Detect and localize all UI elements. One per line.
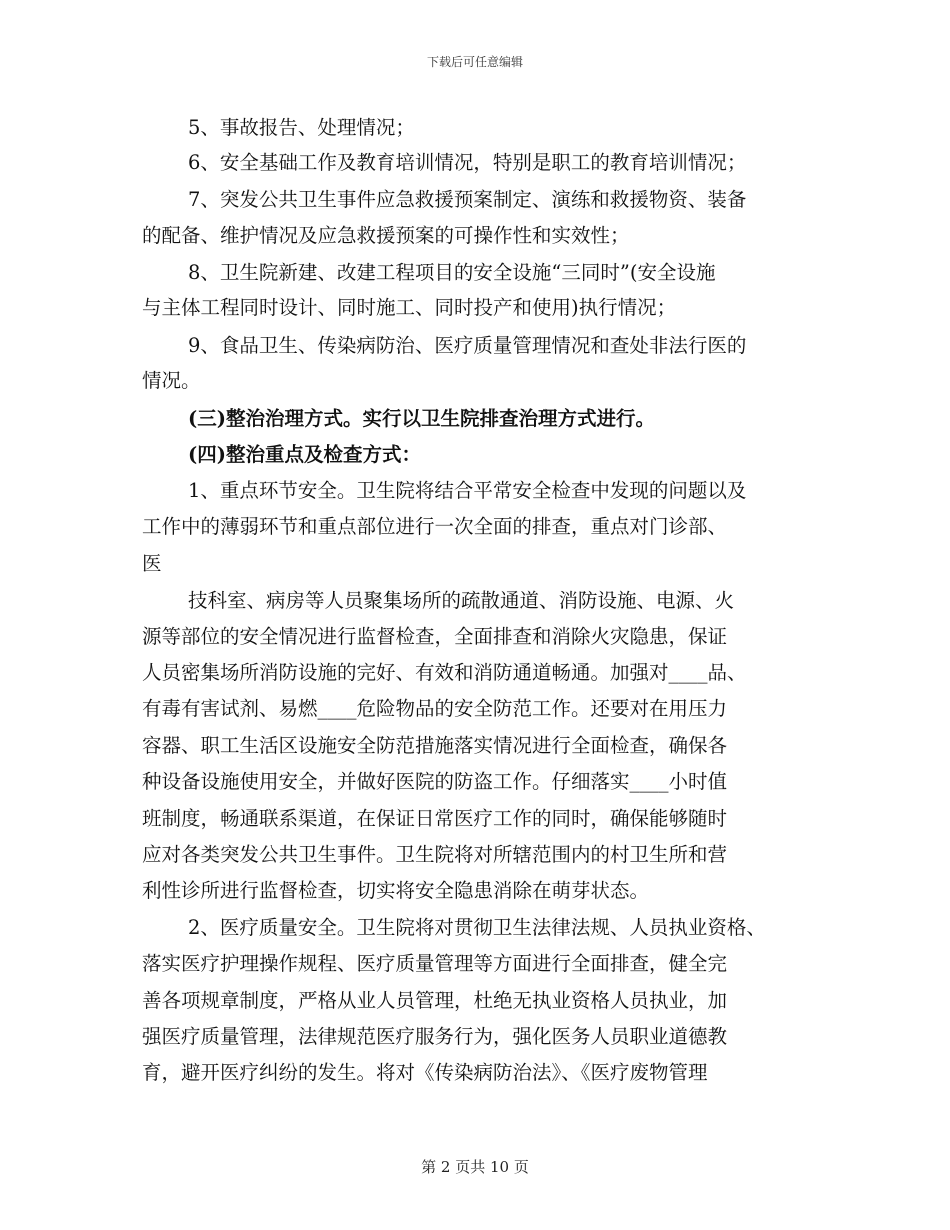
paragraph-line: 利性诊所进行监督检查，切实将安全隐患消除在萌芽状态。 [142,879,650,902]
paragraph-line: 2、医疗质量安全。卫生院将对贯彻卫生法律法规、人员执业资格、 [188,916,766,939]
paragraph-line: 7、突发公共卫生事件应急救援预案制定、演练和救援物资、装备 [188,188,747,211]
paragraph-line: 容器、职工生活区设施安全防范措施落实情况进行全面检查，确保各 [142,734,728,757]
paragraph-line: 情况。 [142,369,201,392]
paragraph-line: 种设备设施使用安全，并做好医院的防盗工作。仔细落实____小时值 [142,770,728,793]
page-footer: 第 2 页共 10 页 [421,1158,529,1176]
paragraph-line: 8、卫生院新建、改建工程项目的安全设施“三同时”(安全设施 [188,261,716,284]
paragraph-line: 源等部位的安全情况进行监督检查，全面排查和消除火灾隐患，保证 [142,625,728,648]
paragraph-line: 与主体工程同时设计、同时施工、同时投产和使用)执行情况； [142,296,677,319]
paragraph-line: 人员密集场所消防设施的完好、有效和消防通道畅通。加强对____品、 [142,661,747,684]
page-header: 下载后可任意编辑 [426,55,523,69]
paragraph-line: 9、食品卫生、传染病防治、医疗质量管理情况和查处非法行医的 [188,334,747,357]
paragraph-line: 有毒有害试剂、易燃____危险物品的安全防范工作。还要对在用压力 [142,697,728,720]
section-heading: (三)整治治理方式。实行以卫生院排查治理方式进行。 [188,407,655,430]
paragraph-line: 1、重点环节安全。卫生院将结合平常安全检查中发现的问题以及 [188,479,747,502]
paragraph-line: 5、事故报告、处理情况； [188,116,415,139]
paragraph-line: 班制度，畅通联系渠道，在保证日常医疗工作的同时，确保能够随时 [142,807,728,830]
paragraph-line: 工作中的薄弱环节和重点部位进行一次全面的排查，重点对门诊部、 [142,515,728,538]
paragraph-line: 育，避开医疗纠纷的发生。将对《传染病防治法》、《医疗废物管理 [142,1061,708,1084]
paragraph-line: 善各项规章制度，严格从业人员管理，杜绝无执业资格人员执业，加 [142,989,728,1012]
paragraph-line: 6、安全基础工作及教育培训情况，特别是职工的教育培训情况； [188,151,747,174]
paragraph-line: 强医疗质量管理，法律规范医疗服务行为，强化医务人员职业道德教 [142,1025,728,1048]
paragraph-line: 落实医疗护理操作规程、医疗质量管理等方面进行全面排查，健全完 [142,952,728,975]
paragraph-line: 应对各类突发公共卫生事件。卫生院将对所辖范围内的村卫生所和营 [142,843,728,866]
paragraph-line: 医 [142,552,162,575]
paragraph-line: 的配备、维护情况及应急救援预案的可操作性和实效性； [142,224,630,247]
paragraph-line: 技科室、病房等人员聚集场所的疏散通道、消防设施、电源、火 [188,589,735,612]
section-heading: (四)整治重点及检查方式： [188,443,421,466]
